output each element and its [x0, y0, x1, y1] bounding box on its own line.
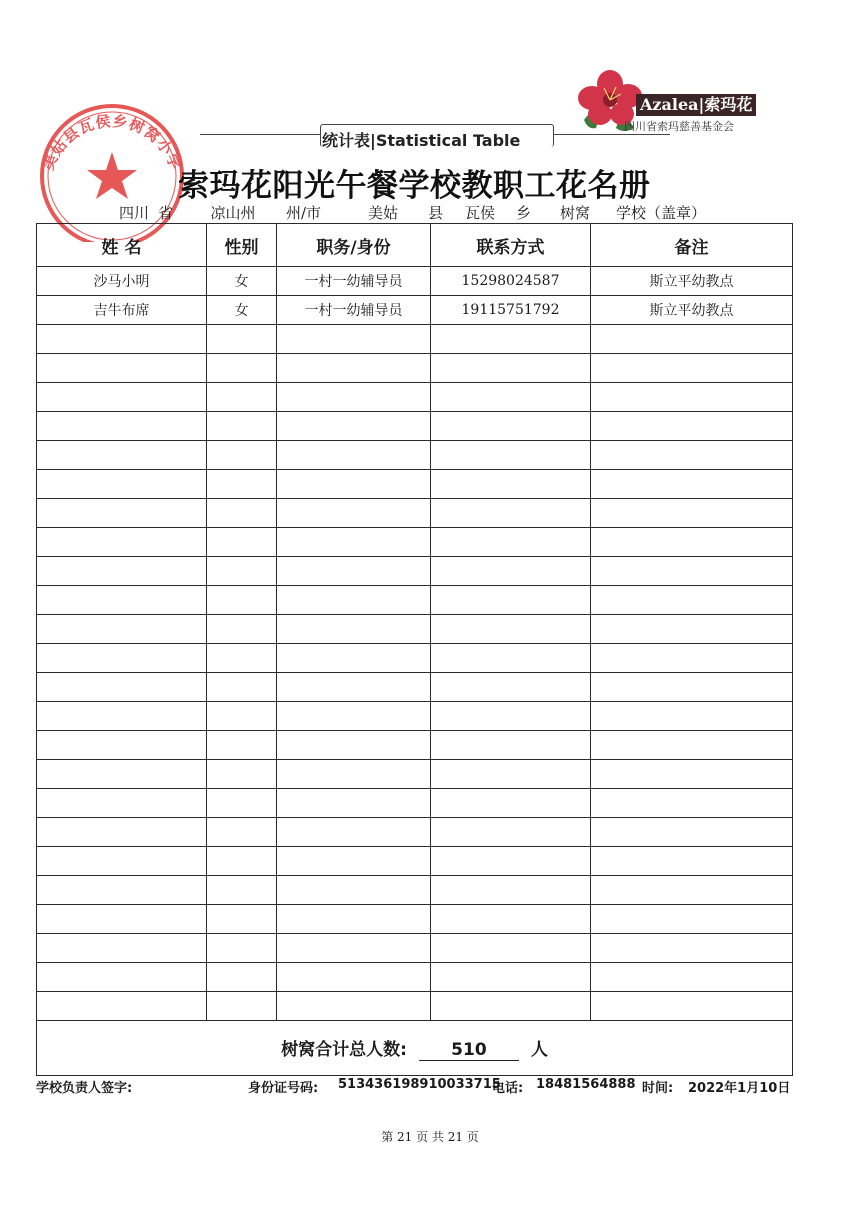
empty-cell: [277, 412, 431, 441]
empty-cell: [207, 789, 277, 818]
header-contact: 联系方式: [431, 224, 591, 267]
table-row-empty: [37, 876, 793, 905]
empty-cell: [431, 557, 591, 586]
table-row-empty: [37, 644, 793, 673]
empty-cell: [591, 441, 793, 470]
empty-cell: [431, 586, 591, 615]
empty-cell: [591, 354, 793, 383]
table-row-empty: [37, 325, 793, 354]
empty-cell: [591, 702, 793, 731]
empty-cell: [591, 992, 793, 1021]
table-row-empty: [37, 615, 793, 644]
total-row: [37, 1021, 793, 1076]
empty-cell: [37, 325, 207, 354]
header-position: 职务/身份: [277, 224, 431, 267]
empty-cell: [207, 731, 277, 760]
empty-cell: [37, 673, 207, 702]
empty-cell: [277, 557, 431, 586]
table-row-empty: [37, 789, 793, 818]
empty-cell: [277, 528, 431, 557]
seal-text: 美姑县瓦侯乡树窝小学: [39, 111, 185, 173]
address-school-unit: 学校（盖章）: [616, 204, 707, 222]
cell-gender: 女: [207, 296, 277, 325]
cell-position: 一村一幼辅导员: [277, 267, 431, 296]
empty-cell: [37, 760, 207, 789]
empty-cell: [591, 557, 793, 586]
empty-cell: [207, 412, 277, 441]
empty-cell: [431, 383, 591, 412]
empty-cell: [207, 470, 277, 499]
empty-cell: [277, 615, 431, 644]
empty-cell: [277, 673, 431, 702]
address-county: 美姑: [342, 202, 424, 224]
empty-cell: [431, 528, 591, 557]
empty-cell: [207, 354, 277, 383]
phone-label: 电话:: [492, 1081, 524, 1096]
table-row-empty: [37, 992, 793, 1021]
section-tag: 统计表|Statistical Table: [322, 131, 521, 150]
empty-cell: [207, 876, 277, 905]
logo-brand-text: Azalea|索玛花: [636, 94, 756, 116]
page-number: 第 21 页 共 21 页: [381, 1130, 479, 1144]
date-label: 时间:: [642, 1081, 674, 1096]
empty-cell: [277, 760, 431, 789]
empty-cell: [591, 383, 793, 412]
empty-cell: [207, 934, 277, 963]
empty-cell: [591, 528, 793, 557]
empty-cell: [591, 673, 793, 702]
cell-name: 吉牛布席: [37, 296, 207, 325]
header-gender: 性别: [207, 224, 277, 267]
table-row-empty: [37, 905, 793, 934]
logo-org-name: 四川省索玛慈善基金会: [624, 120, 734, 133]
cell-contact: 19115751792: [431, 296, 591, 325]
empty-cell: [277, 992, 431, 1021]
empty-cell: [431, 731, 591, 760]
empty-cell: [431, 905, 591, 934]
address-school: 树窝: [544, 202, 606, 224]
table-row-empty: [37, 731, 793, 760]
empty-cell: [37, 876, 207, 905]
empty-cell: [277, 470, 431, 499]
empty-cell: [37, 383, 207, 412]
empty-cell: [591, 963, 793, 992]
empty-cell: [431, 702, 591, 731]
cell-position: 一村一幼辅导员: [277, 296, 431, 325]
table-row-empty: [37, 383, 793, 412]
address-township-unit: 乡: [516, 204, 532, 222]
empty-cell: [431, 847, 591, 876]
table-row-empty: [37, 963, 793, 992]
empty-cell: [591, 876, 793, 905]
foundation-logo: [568, 68, 786, 136]
empty-cell: [431, 673, 591, 702]
empty-cell: [207, 760, 277, 789]
empty-cell: [37, 847, 207, 876]
empty-cell: [37, 818, 207, 847]
empty-cell: [277, 702, 431, 731]
table-row-empty: [37, 847, 793, 876]
empty-cell: [591, 325, 793, 354]
empty-cell: [37, 499, 207, 528]
table-row-empty: [37, 557, 793, 586]
empty-cell: [277, 354, 431, 383]
table-row-empty: [37, 441, 793, 470]
table-row-empty: [37, 702, 793, 731]
date-value: 2022年1月10日: [688, 1081, 791, 1096]
table-row-empty: [37, 470, 793, 499]
table-row-empty: [37, 934, 793, 963]
empty-cell: [207, 441, 277, 470]
empty-cell: [431, 499, 591, 528]
empty-cell: [277, 644, 431, 673]
address-province-unit: 省: [158, 204, 174, 222]
cell-remarks: 斯立平幼教点: [591, 267, 793, 296]
table-row-empty: [37, 412, 793, 441]
empty-cell: [277, 789, 431, 818]
empty-cell: [431, 818, 591, 847]
empty-cell: [591, 905, 793, 934]
empty-cell: [37, 412, 207, 441]
empty-cell: [591, 470, 793, 499]
empty-cell: [207, 586, 277, 615]
header-name: 姓 名: [37, 224, 207, 267]
empty-cell: [277, 731, 431, 760]
total-value: 510: [419, 1040, 519, 1061]
empty-cell: [277, 586, 431, 615]
empty-cell: [207, 615, 277, 644]
empty-cell: [591, 818, 793, 847]
empty-cell: [37, 644, 207, 673]
empty-cell: [207, 992, 277, 1021]
empty-cell: [207, 673, 277, 702]
empty-cell: [277, 847, 431, 876]
empty-cell: [591, 499, 793, 528]
empty-cell: [431, 412, 591, 441]
empty-cell: [591, 731, 793, 760]
cell-contact: 15298024587: [431, 267, 591, 296]
table-row: [37, 296, 793, 325]
empty-cell: [431, 615, 591, 644]
empty-cell: [591, 847, 793, 876]
address-county-unit: 县: [428, 204, 444, 222]
empty-cell: [431, 992, 591, 1021]
empty-cell: [431, 644, 591, 673]
empty-cell: [37, 354, 207, 383]
table-row-empty: [37, 818, 793, 847]
cell-remarks: 斯立平幼教点: [591, 296, 793, 325]
table-header-row: [37, 224, 793, 267]
empty-cell: [207, 499, 277, 528]
empty-cell: [37, 615, 207, 644]
table-row-empty: [37, 354, 793, 383]
empty-cell: [277, 383, 431, 412]
id-value: 513436198910033715: [338, 1077, 501, 1092]
total-label: 树窝合计总人数:: [281, 1040, 407, 1060]
empty-cell: [591, 789, 793, 818]
empty-cell: [207, 818, 277, 847]
empty-cell: [431, 354, 591, 383]
empty-cell: [207, 325, 277, 354]
empty-cell: [277, 876, 431, 905]
table-row-empty: [37, 499, 793, 528]
cell-name: 沙马小明: [37, 267, 207, 296]
table-row-empty: [37, 586, 793, 615]
empty-cell: [207, 963, 277, 992]
empty-cell: [431, 470, 591, 499]
seal-star-icon: [87, 152, 137, 199]
cell-gender: 女: [207, 267, 277, 296]
empty-cell: [37, 934, 207, 963]
empty-cell: [207, 383, 277, 412]
empty-cell: [277, 499, 431, 528]
empty-cell: [277, 934, 431, 963]
empty-cell: [37, 586, 207, 615]
staff-roster-table: [36, 223, 793, 1076]
empty-cell: [591, 586, 793, 615]
address-prefecture: 凉山州: [192, 202, 274, 224]
empty-cell: [591, 760, 793, 789]
table-row-empty: [37, 760, 793, 789]
empty-cell: [431, 963, 591, 992]
empty-cell: [277, 441, 431, 470]
empty-cell: [207, 847, 277, 876]
empty-cell: [591, 615, 793, 644]
empty-cell: [431, 876, 591, 905]
total-cell: [37, 1021, 793, 1076]
empty-cell: [431, 441, 591, 470]
empty-cell: [37, 963, 207, 992]
empty-cell: [37, 441, 207, 470]
empty-cell: [207, 702, 277, 731]
total-unit: 人: [530, 1040, 548, 1060]
signature-label: 学校负责人签字:: [36, 1081, 133, 1096]
empty-cell: [431, 789, 591, 818]
empty-cell: [37, 557, 207, 586]
empty-cell: [207, 905, 277, 934]
empty-cell: [431, 325, 591, 354]
phone-value: 18481564888: [536, 1077, 636, 1092]
empty-cell: [37, 731, 207, 760]
empty-cell: [431, 934, 591, 963]
empty-cell: [207, 528, 277, 557]
empty-cell: [207, 557, 277, 586]
table-row: [37, 267, 793, 296]
empty-cell: [37, 992, 207, 1021]
empty-cell: [431, 760, 591, 789]
empty-cell: [277, 905, 431, 934]
empty-cell: [277, 818, 431, 847]
empty-cell: [591, 644, 793, 673]
empty-cell: [591, 934, 793, 963]
page-title: 索玛花阳光午餐学校教职工花名册: [178, 168, 651, 204]
empty-cell: [37, 702, 207, 731]
empty-cell: [37, 470, 207, 499]
empty-cell: [37, 905, 207, 934]
table-row-empty: [37, 673, 793, 702]
empty-cell: [37, 789, 207, 818]
address-township: 瓦侯: [452, 202, 508, 224]
header-remarks: 备注: [591, 224, 793, 267]
address-prefecture-unit: 州/市: [286, 204, 322, 222]
empty-cell: [207, 644, 277, 673]
address-province: 四川: [112, 202, 156, 224]
empty-cell: [37, 528, 207, 557]
id-label: 身份证号码:: [248, 1081, 319, 1096]
empty-cell: [591, 412, 793, 441]
empty-cell: [277, 325, 431, 354]
table-row-empty: [37, 528, 793, 557]
empty-cell: [277, 963, 431, 992]
